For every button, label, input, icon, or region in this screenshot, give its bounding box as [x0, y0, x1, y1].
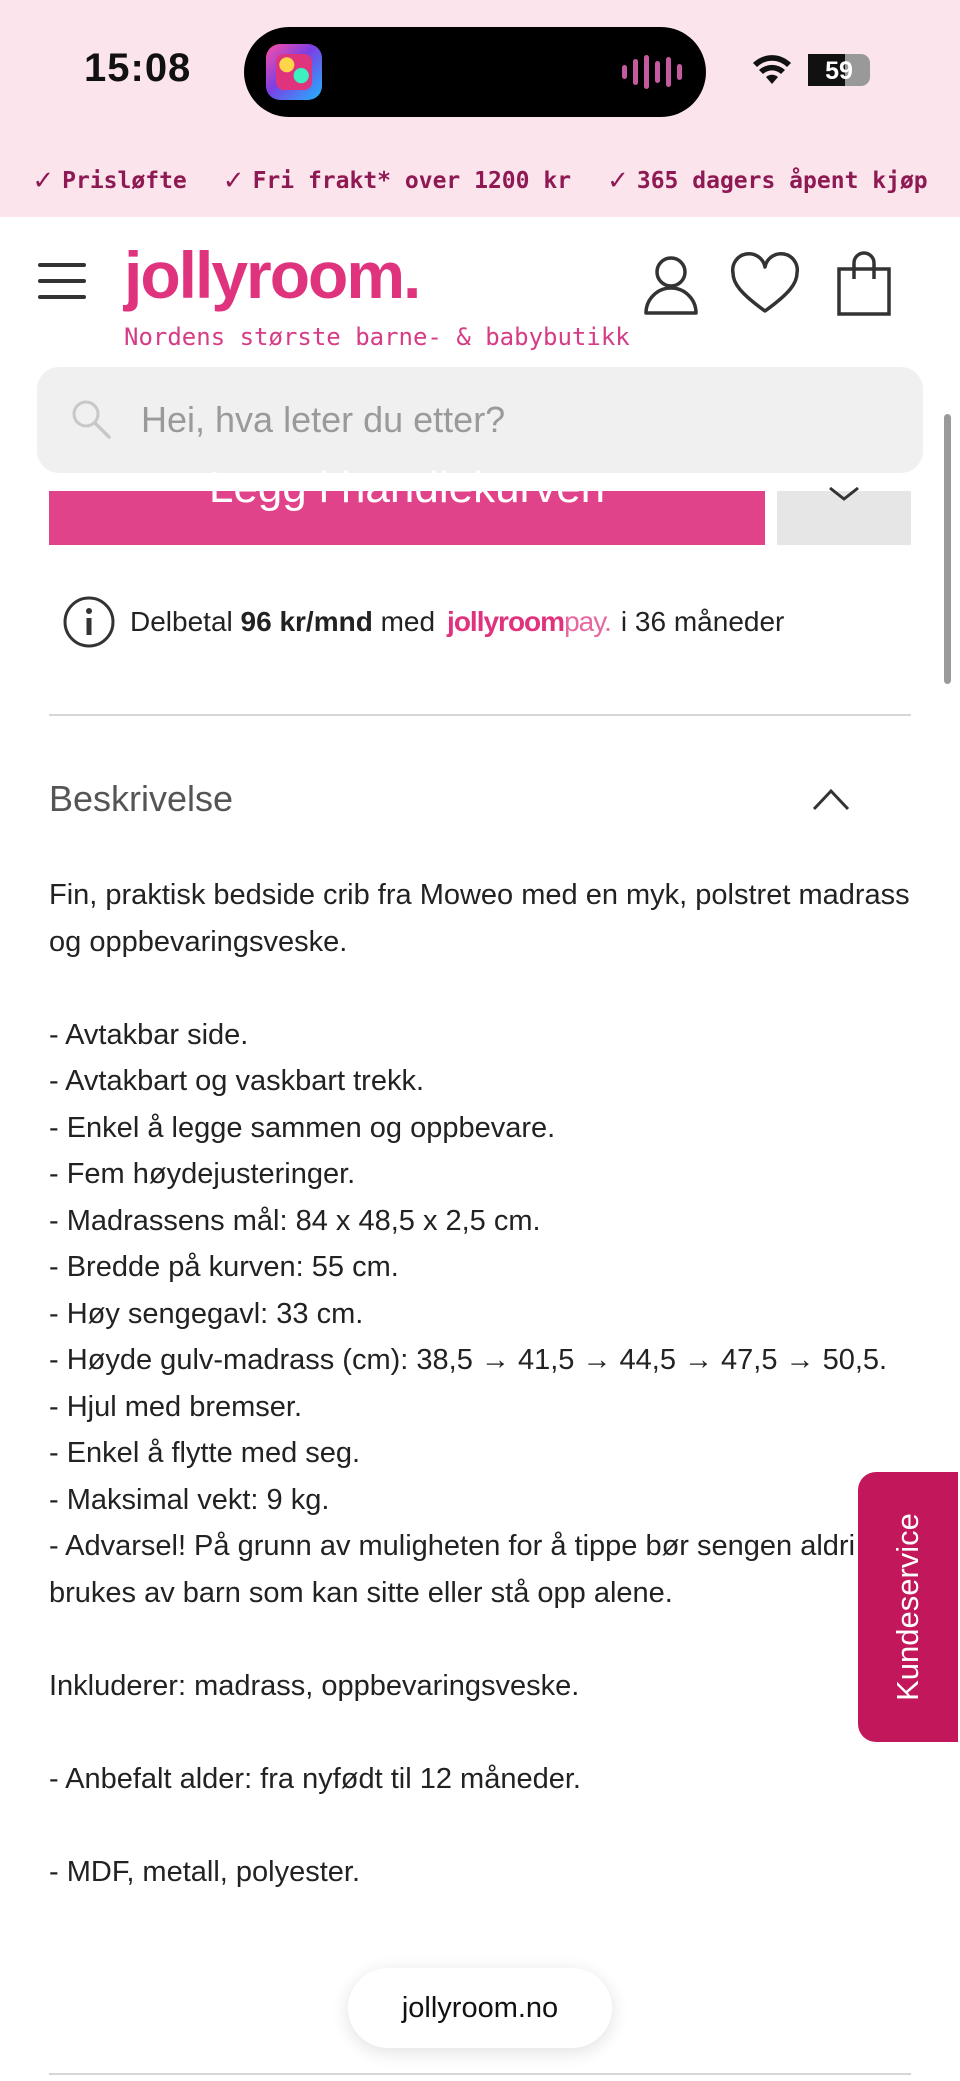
- scrollbar[interactable]: [944, 414, 951, 684]
- age-text: - Anbefalt alder: fra nyfødt til 12 måneder.: [49, 1762, 581, 1795]
- jollyroompay-logo: jollyroom: [447, 606, 565, 637]
- cart-options-button[interactable]: [777, 491, 911, 545]
- status-bar: [0, 0, 960, 145]
- check-icon: ✓: [32, 166, 55, 196]
- status-time: 15:08: [84, 46, 192, 90]
- jollyroompay-logo-suffix: pay.: [564, 606, 611, 637]
- installment-amount: 96 kr/mnd: [240, 606, 373, 637]
- feature-item: - Avtakbar side.: [49, 1018, 249, 1051]
- info-icon[interactable]: [62, 595, 116, 649]
- add-to-cart-button[interactable]: [49, 463, 765, 545]
- shopping-bag-icon[interactable]: [836, 251, 892, 317]
- feature-item: - Madrassens mål: 84 x 48,5 x 2,5 cm.: [49, 1204, 541, 1237]
- materials-text: - MDF, metall, polyester.: [49, 1855, 361, 1888]
- usp-label: Fri frakt* over 1200 kr: [252, 168, 572, 194]
- add-to-cart-label: Legg i handlekurven: [208, 463, 606, 512]
- feature-item: - Høyde gulv-madrass (cm): 38,5 → 41,5 → 44,5 → 47,5 → 50,5.: [49, 1344, 888, 1376]
- dynamic-island[interactable]: [244, 27, 706, 117]
- feature-item: - Bredde på kurven: 55 cm.: [49, 1251, 399, 1283]
- installment-prefix: Delbetal: [130, 606, 233, 637]
- feature-item: - Avtakbart og vaskbart trekk.: [49, 1065, 425, 1097]
- feature-item: - Høy sengegavl: 33 cm.: [49, 1297, 364, 1330]
- installment-middle: med: [380, 606, 436, 637]
- installment-suffix: i 36 måneder: [620, 606, 785, 637]
- usp-item: [607, 166, 928, 196]
- browser-address-pill[interactable]: jollyroom.no: [348, 1968, 612, 2048]
- description-intro: Fin, praktisk bedside crib fra Moweo med en myk, polstret madrass og oppbevaringsveske.: [49, 879, 910, 958]
- chevron-up-icon[interactable]: [811, 786, 851, 812]
- check-icon: ✓: [222, 166, 245, 196]
- wifi-icon: [752, 54, 792, 86]
- usp-label: Prisløfte: [62, 168, 187, 194]
- customer-service-label: Kundeservice: [890, 1513, 925, 1701]
- now-playing-app-icon: [266, 44, 322, 100]
- search-icon: [69, 397, 113, 441]
- divider: [49, 714, 911, 716]
- installment-info: [62, 594, 784, 650]
- search-bar[interactable]: [37, 367, 923, 473]
- usp-label: 365 dagers åpent kjøp: [636, 168, 928, 194]
- audio-waveform-icon: [622, 55, 682, 89]
- description-accordion-header[interactable]: [49, 772, 911, 832]
- feature-item: - Enkel å flytte med seg.: [49, 1437, 361, 1469]
- feature-item: - Advarsel! På grunn av muligheten for å tippe bør sengen aldri brukes av barn som kan sitte eller stå opp alene.: [49, 1530, 856, 1609]
- includes-text: Inkluderer: madrass, oppbevaringsveske.: [49, 1669, 580, 1702]
- site-tagline: Nordens største barne- & babybutikk: [124, 323, 630, 351]
- add-to-cart-row: [49, 463, 911, 545]
- installment-text: [130, 606, 784, 638]
- feature-item: - Maksimal vekt: 9 kg.: [49, 1483, 330, 1516]
- battery-level: 59: [825, 57, 853, 85]
- user-icon[interactable]: [642, 253, 700, 315]
- usp-item: [223, 166, 571, 196]
- heart-icon[interactable]: [730, 255, 800, 315]
- description-title: Beskrivelse: [49, 778, 234, 819]
- usp-item: [32, 166, 186, 196]
- site-header: [0, 217, 960, 367]
- battery-icon: [808, 54, 870, 86]
- site-logo[interactable]: jollyroom.: [124, 238, 420, 312]
- feature-item: - Fem høydejusteringer.: [49, 1158, 356, 1190]
- feature-item: - Enkel å legge sammen og oppbevare.: [49, 1111, 556, 1144]
- chevron-down-icon: [827, 485, 861, 503]
- feature-item: - Hjul med bremser.: [49, 1390, 303, 1423]
- description-body: [49, 872, 911, 1895]
- usp-bar: [0, 145, 960, 217]
- search-input[interactable]: [141, 387, 901, 453]
- menu-icon[interactable]: [38, 263, 86, 299]
- check-icon: ✓: [607, 166, 629, 196]
- divider: [49, 2073, 911, 2075]
- customer-service-button[interactable]: [858, 1472, 958, 1742]
